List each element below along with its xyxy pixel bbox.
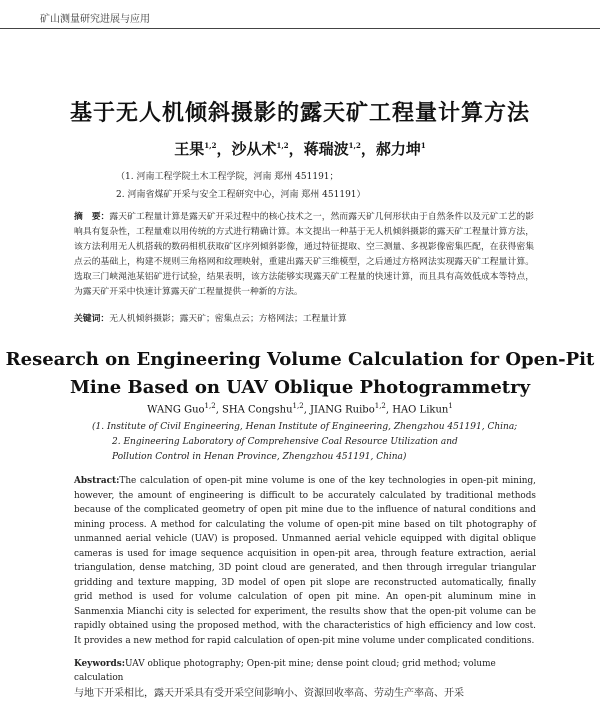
- author-name: WANG Guo: [147, 404, 205, 416]
- chinese-keywords: [74, 312, 534, 327]
- author-name: ，沙从术: [216, 140, 277, 158]
- keywords-label: Keywords:: [74, 659, 126, 669]
- english-abstract: [74, 474, 536, 648]
- affiliation-line: (1. Institute of Civil Engineering, Henan Institute of Engineering, Zhengzhou 451191, China;: [92, 422, 518, 432]
- author-name: , JIANG Ruibo: [303, 404, 375, 416]
- author-sup: 1,2: [276, 141, 289, 150]
- author-name: ，郝力坤: [360, 140, 421, 158]
- title-line: Mine Based on UAV Oblique Photogrammetry: [69, 377, 531, 398]
- author-name: 王果: [174, 140, 205, 158]
- author-sup: 1,2: [292, 402, 304, 410]
- journal-header: 矿山测量研究进展与应用: [40, 14, 150, 25]
- chinese-abstract: [74, 210, 534, 300]
- author-sup: 1,2: [348, 141, 361, 150]
- chinese-title: 基于无人机倾斜摄影的露天矿工程量计算方法: [69, 100, 530, 126]
- english-keywords: [74, 657, 544, 685]
- keywords-text: UAV oblique photography; Open-pit mine; dense point cloud; grid method; volume calculation: [74, 659, 496, 683]
- abstract-label: 摘 要：: [74, 212, 110, 222]
- author-name: , SHA Congshu: [215, 404, 293, 416]
- body-text-line: 与地下开采相比，露天开采具有受开采空间影响小、资源回收率高、劳动生产率高、开采: [74, 688, 464, 699]
- author-sup: 1: [448, 402, 453, 410]
- author-sup: 1,2: [374, 402, 386, 410]
- title-line: Research on Engineering Volume Calculation for Open-Pit: [5, 349, 595, 370]
- keywords-text: 无人机倾斜摄影；露天矿；密集点云；方格网法；工程量计算: [109, 314, 347, 324]
- abstract-text: 露天矿工程量计算是露天矿开采过程中的核心技术之一，然而露天矿几何形状由于自然条件以及元矿工艺的影响具有复杂性，工程量难以用传统的方式进行精确计算。本文提出一种基于无人机倾斜摄影的露天矿工程量计算方法，该方法利用无人机搭载的数码相机获取矿区序列倾斜影像，通过特征提取、空三测量、多视影像密集匹配，在获得密集点云的基础上，构建不规则三角格网和纹理映射，重建出露天矿三维模型，之后通过方格网法实现露天矿工程量计算。选取三门峡渑池某铝矿进行试验，结果表明，该方法能够实现露天矿工程量的快速计算，而且具有高效低成本等特点，为露天矿开采中快速计算露天矿工程量提供一种新的方法。: [74, 212, 534, 297]
- affiliation-line: Pollution Control in Henan Province, Zhengzhou 451191, China): [112, 452, 407, 462]
- affiliation-line: （1. 河南工程学院土木工程学院，河南 郑州 451191；: [116, 172, 339, 182]
- author-sup: 1,2: [204, 402, 216, 410]
- affiliation-line: 2. Engineering Laboratory of Comprehensive Coal Resource Utilization and: [112, 437, 458, 447]
- keywords-label: 关键词：: [74, 314, 110, 324]
- author-name: ，蒋瑞波: [288, 140, 349, 158]
- chinese-affiliations: [116, 168, 536, 204]
- chinese-authors: [0, 138, 600, 159]
- author-name: , HAO Likun: [385, 404, 449, 416]
- abstract-text: The calculation of open-pit mine volume is one of the key technologies in open-pit mining, however, the amount of engineering is difficult to be accurately calculated by traditional methods because of the complicated geometry of open pit mine due to the influence of natural conditions and mining process. A method for calculating the volume of open-pit mine based on tilt photography of unmanned aerial vehicle (UAV) is proposed. Unmanned aerial vehicle equipped with digital oblique cameras is used for image sequence acquisition in open-pit area, through feature extraction, aerial triangulation, dense matching, 3D point cloud are generated, and then through irregular triangular gridding and texture mapping, 3D model of open pit slope are reconstructed automatically, finally grid method is used for volume calculation of open pit mine. An open-pit aluminum mine in Sanmenxia Mianchi city is selected for experiment, the results show that the open-pit volume can be rapidly obtained using the proposed method, with the characteristics of high efficiency and low cost. It provides a new method for rapid calculation of open-pit mine volume under complicated conditions.: [74, 476, 536, 646]
- author-sup: 1: [420, 141, 426, 150]
- english-authors: [0, 402, 600, 415]
- author-sup: 1,2: [204, 141, 217, 150]
- header-rule: [0, 28, 600, 29]
- abstract-label: Abstract:: [74, 476, 120, 486]
- english-affiliations: [92, 420, 532, 465]
- affiliation-line: 2. 河南省煤矿开采与安全工程研究中心，河南 郑州 451191）: [116, 190, 366, 200]
- english-title: [0, 346, 600, 402]
